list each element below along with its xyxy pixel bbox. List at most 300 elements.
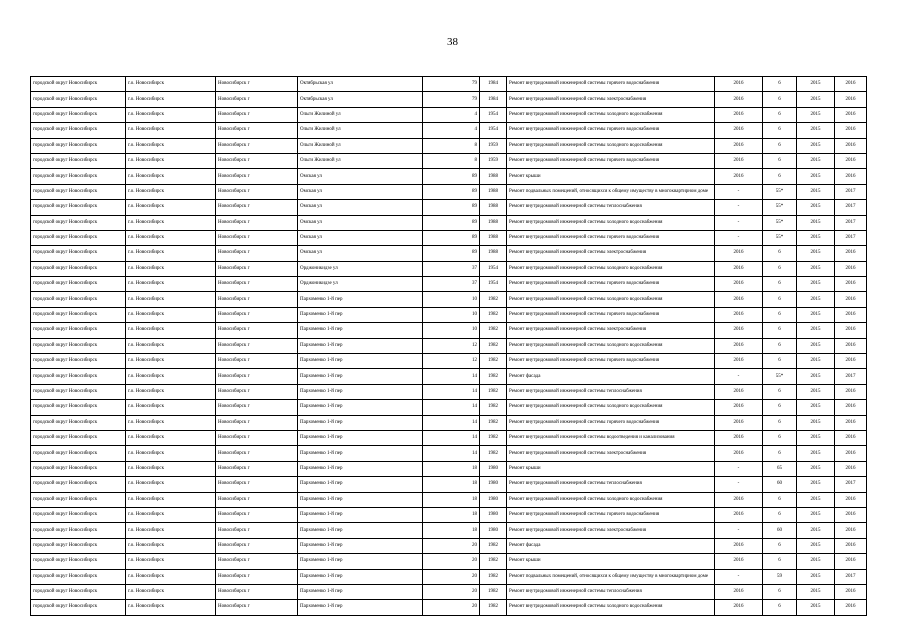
district-cell: г.о. Новосибирск [126,200,216,215]
period-end-cell: 2016 [835,446,867,461]
street-cell: Омская ул [298,169,423,184]
house-number-cell: 14 [423,400,480,415]
city-cell: Новосибирск г [216,123,298,138]
cost-cell: 6 [763,77,797,92]
work-type-cell: Ремонт внутридомовой инженерной системы холодного водоснабжения [507,261,715,276]
year-built-cell: 1959 [480,138,507,153]
year-built-cell: 1984 [480,92,507,107]
street-cell: Пархоменко 1-й пер [298,461,423,476]
city-cell: Новосибирск г [216,246,298,261]
table-row [31,400,867,415]
cost-cell: 65 [763,461,797,476]
street-cell: Пархоменко 1-й пер [298,338,423,353]
planned-year-cell: 2016 [715,107,763,122]
city-cell: Новосибирск г [216,554,298,569]
work-type-cell: Ремонт внутридомовой инженерной системы горячего водоснабжения [507,153,715,168]
city-cell: Новосибирск г [216,384,298,399]
planned-year-cell: 2016 [715,123,763,138]
planned-year-cell: - [715,477,763,492]
period-end-cell: 2017 [835,184,867,199]
cost-cell: 6 [763,153,797,168]
city-cell: Новосибирск г [216,430,298,445]
period-start-cell: 2015 [797,261,835,276]
street-cell: Омская ул [298,200,423,215]
municipality-cell: городской округ Новосибирск [31,430,126,445]
municipality-cell: городской округ Новосибирск [31,138,126,153]
period-end-cell: 2016 [835,292,867,307]
table-row [31,138,867,153]
table-row [31,369,867,384]
city-cell: Новосибирск г [216,354,298,369]
work-type-cell: Ремонт внутридомовой инженерной системы холодного водоснабжения [507,400,715,415]
city-cell: Новосибирск г [216,492,298,507]
year-built-cell: 1984 [480,77,507,92]
street-cell: Пархоменко 1-й пер [298,307,423,322]
city-cell: Новосибирск г [216,338,298,353]
year-built-cell: 1980 [480,461,507,476]
table-row [31,323,867,338]
district-cell: г.о. Новосибирск [126,492,216,507]
period-end-cell: 2016 [835,92,867,107]
period-start-cell: 2015 [797,477,835,492]
period-start-cell: 2015 [797,584,835,599]
municipality-cell: городской округ Новосибирск [31,492,126,507]
period-start-cell: 2015 [797,446,835,461]
planned-year-cell: - [715,369,763,384]
cost-cell: 6 [763,338,797,353]
cost-cell: 55* [763,200,797,215]
cost-cell: 6 [763,538,797,553]
planned-year-cell: 2016 [715,92,763,107]
period-start-cell: 2015 [797,523,835,538]
municipality-cell: городской округ Новосибирск [31,77,126,92]
period-start-cell: 2015 [797,369,835,384]
year-built-cell: 1959 [480,153,507,168]
municipality-cell: городской округ Новосибирск [31,461,126,476]
street-cell: Пархоменко 1-й пер [298,400,423,415]
cost-cell: 6 [763,400,797,415]
period-start-cell: 2015 [797,569,835,584]
planned-year-cell: 2016 [715,169,763,184]
table-row [31,415,867,430]
district-cell: г.о. Новосибирск [126,184,216,199]
municipality-cell: городской округ Новосибирск [31,523,126,538]
cost-cell: 6 [763,307,797,322]
year-built-cell: 1982 [480,430,507,445]
city-cell: Новосибирск г [216,261,298,276]
district-cell: г.о. Новосибирск [126,261,216,276]
cost-cell: 6 [763,123,797,138]
period-start-cell: 2015 [797,400,835,415]
table-row [31,184,867,199]
year-built-cell: 1980 [480,477,507,492]
year-built-cell: 1982 [480,415,507,430]
district-cell: г.о. Новосибирск [126,277,216,292]
municipality-cell: городской округ Новосибирск [31,569,126,584]
year-built-cell: 1982 [480,569,507,584]
year-built-cell: 1982 [480,369,507,384]
municipality-cell: городской округ Новосибирск [31,507,126,522]
city-cell: Новосибирск г [216,415,298,430]
city-cell: Новосибирск г [216,369,298,384]
cost-cell: 6 [763,384,797,399]
cost-cell: 6 [763,584,797,599]
table-row [31,200,867,215]
district-cell: г.о. Новосибирск [126,77,216,92]
year-built-cell: 1982 [480,307,507,322]
year-built-cell: 1954 [480,123,507,138]
year-built-cell: 1980 [480,492,507,507]
period-end-cell: 2016 [835,507,867,522]
period-end-cell: 2016 [835,338,867,353]
cost-cell: 6 [763,446,797,461]
work-type-cell: Ремонт внутридомовой инженерной системы электроснабжения [507,446,715,461]
year-built-cell: 1988 [480,200,507,215]
table-row [31,123,867,138]
cost-cell: 6 [763,138,797,153]
planned-year-cell: 2016 [715,277,763,292]
cost-cell: 6 [763,246,797,261]
city-cell: Новосибирск г [216,584,298,599]
period-start-cell: 2015 [797,292,835,307]
table-row [31,477,867,492]
table-row [31,92,867,107]
district-cell: г.о. Новосибирск [126,584,216,599]
year-built-cell: 1982 [480,338,507,353]
city-cell: Новосибирск г [216,215,298,230]
street-cell: Омская ул [298,230,423,245]
municipality-cell: городской округ Новосибирск [31,600,126,615]
period-start-cell: 2015 [797,123,835,138]
period-end-cell: 2017 [835,369,867,384]
year-built-cell: 1980 [480,523,507,538]
street-cell: Ольги Жилиной ул [298,153,423,168]
street-cell: Орджоникидзе ул [298,261,423,276]
table-row [31,461,867,476]
municipality-cell: городской округ Новосибирск [31,184,126,199]
city-cell: Новосибирск г [216,507,298,522]
table-row [31,292,867,307]
period-start-cell: 2015 [797,554,835,569]
year-built-cell: 1988 [480,215,507,230]
street-cell: Пархоменко 1-й пер [298,354,423,369]
municipality-cell: городской округ Новосибирск [31,261,126,276]
table-row [31,569,867,584]
planned-year-cell: - [715,569,763,584]
street-cell: Пархоменко 1-й пер [298,554,423,569]
district-cell: г.о. Новосибирск [126,323,216,338]
city-cell: Новосибирск г [216,153,298,168]
work-type-cell: Ремонт внутридомовой инженерной системы теплоснабжения [507,477,715,492]
district-cell: г.о. Новосибирск [126,307,216,322]
work-type-cell: Ремонт внутридомовой инженерной системы холодного водоснабжения [507,492,715,507]
cost-cell: 6 [763,323,797,338]
period-end-cell: 2017 [835,230,867,245]
work-type-cell: Ремонт фасада [507,369,715,384]
period-start-cell: 2015 [797,538,835,553]
municipality-cell: городской округ Новосибирск [31,200,126,215]
table-row [31,554,867,569]
municipality-cell: городской округ Новосибирск [31,538,126,553]
city-cell: Новосибирск г [216,307,298,322]
street-cell: Октябрьская ул [298,77,423,92]
period-start-cell: 2015 [797,507,835,522]
cost-cell: 6 [763,169,797,184]
period-end-cell: 2016 [835,107,867,122]
cost-cell: 55* [763,369,797,384]
period-end-cell: 2016 [835,384,867,399]
city-cell: Новосибирск г [216,92,298,107]
planned-year-cell: 2016 [715,138,763,153]
period-end-cell: 2016 [835,354,867,369]
city-cell: Новосибирск г [216,292,298,307]
period-end-cell: 2016 [835,554,867,569]
planned-year-cell: - [715,523,763,538]
period-start-cell: 2015 [797,384,835,399]
cost-cell: 6 [763,92,797,107]
city-cell: Новосибирск г [216,107,298,122]
cost-cell: 6 [763,261,797,276]
year-built-cell: 1982 [480,554,507,569]
cost-cell: 6 [763,507,797,522]
table-row [31,538,867,553]
work-type-cell: Ремонт внутридомовой инженерной системы теплоснабжения [507,384,715,399]
year-built-cell: 1988 [480,246,507,261]
year-built-cell: 1988 [480,230,507,245]
period-start-cell: 2015 [797,277,835,292]
street-cell: Пархоменко 1-й пер [298,507,423,522]
planned-year-cell: 2016 [715,246,763,261]
table-row [31,354,867,369]
work-type-cell: Ремонт внутридомовой инженерной системы теплоснабжения [507,200,715,215]
house-number-cell: 89 [423,184,480,199]
city-cell: Новосибирск г [216,169,298,184]
year-built-cell: 1982 [480,400,507,415]
work-type-cell: Ремонт внутридомовой инженерной системы электроснабжения [507,323,715,338]
street-cell: Пархоменко 1-й пер [298,600,423,615]
house-number-cell: 14 [423,430,480,445]
district-cell: г.о. Новосибирск [126,123,216,138]
period-end-cell: 2016 [835,307,867,322]
municipality-cell: городской округ Новосибирск [31,338,126,353]
house-number-cell: 18 [423,492,480,507]
period-end-cell: 2017 [835,569,867,584]
street-cell: Октябрьская ул [298,92,423,107]
planned-year-cell: 2016 [715,323,763,338]
period-start-cell: 2015 [797,107,835,122]
planned-year-cell: 2016 [715,507,763,522]
period-end-cell: 2016 [835,123,867,138]
municipality-cell: городской округ Новосибирск [31,307,126,322]
municipality-cell: городской округ Новосибирск [31,169,126,184]
house-number-cell: 8 [423,138,480,153]
work-type-cell: Ремонт внутридомовой инженерной системы холодного водоснабжения [507,107,715,122]
house-number-cell: 14 [423,415,480,430]
table-row [31,107,867,122]
year-built-cell: 1954 [480,261,507,276]
house-number-cell: 20 [423,584,480,599]
year-built-cell: 1988 [480,169,507,184]
house-number-cell: 14 [423,446,480,461]
district-cell: г.о. Новосибирск [126,215,216,230]
street-cell: Ольги Жилиной ул [298,138,423,153]
house-number-cell: 79 [423,92,480,107]
municipality-cell: городской округ Новосибирск [31,92,126,107]
street-cell: Пархоменко 1-й пер [298,492,423,507]
house-number-cell: 89 [423,169,480,184]
district-cell: г.о. Новосибирск [126,338,216,353]
period-end-cell: 2016 [835,415,867,430]
table-row [31,338,867,353]
district-cell: г.о. Новосибирск [126,461,216,476]
street-cell: Пархоменко 1-й пер [298,430,423,445]
table-row [31,169,867,184]
work-type-cell: Ремонт внутридомовой инженерной системы горячего водоснабжения [507,230,715,245]
district-cell: г.о. Новосибирск [126,230,216,245]
house-number-cell: 79 [423,77,480,92]
year-built-cell: 1954 [480,277,507,292]
planned-year-cell: 2016 [715,446,763,461]
planned-year-cell: 2016 [715,400,763,415]
house-number-cell: 18 [423,507,480,522]
municipality-cell: городской округ Новосибирск [31,477,126,492]
district-cell: г.о. Новосибирск [126,415,216,430]
house-number-cell: 20 [423,600,480,615]
house-number-cell: 18 [423,461,480,476]
district-cell: г.о. Новосибирск [126,430,216,445]
planned-year-cell: 2016 [715,338,763,353]
house-number-cell: 10 [423,292,480,307]
city-cell: Новосибирск г [216,200,298,215]
period-start-cell: 2015 [797,184,835,199]
period-end-cell: 2016 [835,523,867,538]
table-row [31,246,867,261]
municipality-cell: городской округ Новосибирск [31,584,126,599]
planned-year-cell: 2016 [715,584,763,599]
municipality-cell: городской округ Новосибирск [31,369,126,384]
work-type-cell: Ремонт внутридомовой инженерной системы холодного водоснабжения [507,138,715,153]
table-body [31,77,867,616]
table-row [31,230,867,245]
period-start-cell: 2015 [797,338,835,353]
district-cell: г.о. Новосибирск [126,507,216,522]
planned-year-cell: 2016 [715,354,763,369]
cost-cell: 6 [763,107,797,122]
period-end-cell: 2016 [835,584,867,599]
table-row [31,153,867,168]
period-end-cell: 2016 [835,492,867,507]
period-start-cell: 2015 [797,77,835,92]
work-type-cell: Ремонт подвальных помещений, относящихся к общему имуществу в многоквартирном доме [507,184,715,199]
cost-cell: 55* [763,184,797,199]
street-cell: Пархоменко 1-й пер [298,292,423,307]
period-start-cell: 2015 [797,230,835,245]
table-row [31,277,867,292]
street-cell: Пархоменко 1-й пер [298,569,423,584]
planned-year-cell: 2016 [715,307,763,322]
planned-year-cell: 2016 [715,292,763,307]
year-built-cell: 1988 [480,184,507,199]
district-cell: г.о. Новосибирск [126,384,216,399]
period-start-cell: 2015 [797,246,835,261]
house-number-cell: 12 [423,338,480,353]
work-type-cell: Ремонт внутридомовой инженерной системы горячего водоснабжения [507,415,715,430]
period-start-cell: 2015 [797,461,835,476]
street-cell: Ольги Жилиной ул [298,123,423,138]
street-cell: Пархоменко 1-й пер [298,523,423,538]
city-cell: Новосибирск г [216,538,298,553]
period-start-cell: 2015 [797,415,835,430]
planned-year-cell: 2016 [715,153,763,168]
district-cell: г.о. Новосибирск [126,538,216,553]
municipality-cell: городской округ Новосибирск [31,446,126,461]
house-number-cell: 89 [423,200,480,215]
table-row [31,261,867,276]
year-built-cell: 1982 [480,584,507,599]
period-end-cell: 2016 [835,600,867,615]
work-type-cell: Ремонт внутридомовой инженерной системы горячего водоснабжения [507,354,715,369]
house-number-cell: 12 [423,354,480,369]
work-type-cell: Ремонт внутридомовой инженерной системы электроснабжения [507,523,715,538]
municipality-cell: городской округ Новосибирск [31,384,126,399]
city-cell: Новосибирск г [216,400,298,415]
district-cell: г.о. Новосибирск [126,369,216,384]
city-cell: Новосибирск г [216,461,298,476]
table-row [31,307,867,322]
district-cell: г.о. Новосибирск [126,523,216,538]
house-number-cell: 89 [423,246,480,261]
period-start-cell: 2015 [797,307,835,322]
work-type-cell: Ремонт внутридомовой инженерной системы горячего водоснабжения [507,123,715,138]
street-cell: Пархоменко 1-й пер [298,384,423,399]
municipality-cell: городской округ Новосибирск [31,215,126,230]
street-cell: Пархоменко 1-й пер [298,323,423,338]
house-number-cell: 37 [423,277,480,292]
cost-cell: 6 [763,292,797,307]
table-row [31,77,867,92]
planned-year-cell: - [715,461,763,476]
table-row [31,215,867,230]
house-number-cell: 10 [423,307,480,322]
period-start-cell: 2015 [797,354,835,369]
house-number-cell: 18 [423,523,480,538]
cost-cell: 6 [763,600,797,615]
year-built-cell: 1982 [480,538,507,553]
city-cell: Новосибирск г [216,523,298,538]
municipality-cell: городской округ Новосибирск [31,230,126,245]
municipality-cell: городской округ Новосибирск [31,415,126,430]
period-end-cell: 2016 [835,77,867,92]
period-start-cell: 2015 [797,215,835,230]
street-cell: Пархоменко 1-й пер [298,369,423,384]
district-cell: г.о. Новосибирск [126,354,216,369]
table-row [31,446,867,461]
work-type-cell: Ремонт внутридомовой инженерной системы электроснабжения [507,92,715,107]
house-number-cell: 20 [423,538,480,553]
work-type-cell: Ремонт внутридомовой инженерной системы горячего водоснабжения [507,277,715,292]
municipality-cell: городской округ Новосибирск [31,400,126,415]
period-end-cell: 2016 [835,323,867,338]
street-cell: Пархоменко 1-й пер [298,446,423,461]
district-cell: г.о. Новосибирск [126,292,216,307]
period-end-cell: 2016 [835,461,867,476]
house-number-cell: 20 [423,554,480,569]
cost-cell: 6 [763,554,797,569]
table-row [31,523,867,538]
table-row [31,600,867,615]
municipality-cell: городской округ Новосибирск [31,354,126,369]
year-built-cell: 1982 [480,600,507,615]
